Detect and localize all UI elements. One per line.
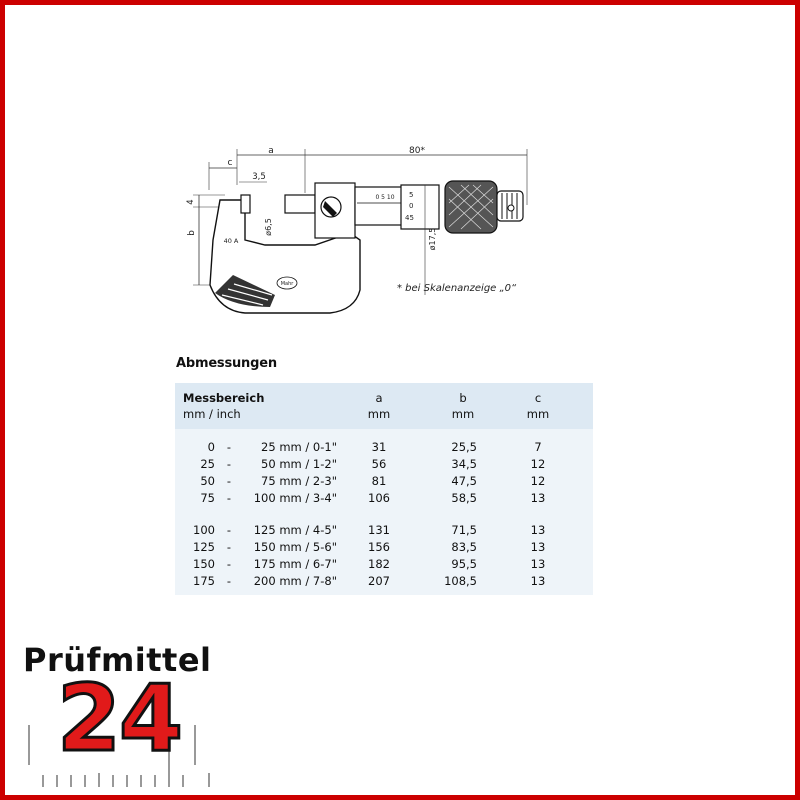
label-40a: 40 A [223, 237, 239, 245]
header-b: b [459, 391, 467, 405]
table-cell-b: 83,5 [451, 540, 477, 554]
table-cell-b: 47,5 [451, 474, 477, 488]
table-cell-a: 182 [368, 557, 390, 571]
spindle [285, 195, 315, 213]
table-cell-c: 13 [530, 491, 546, 505]
header-c: c [534, 391, 542, 405]
table-cell-dash: - [226, 557, 232, 571]
logo-number: 24 [57, 665, 182, 772]
table-cell-c: 13 [530, 574, 546, 588]
sleeve-numbers: 0 5 10 [375, 194, 395, 201]
label-3-5: 3,5 [252, 172, 266, 182]
table-cell-dash: - [226, 523, 232, 537]
table-cell-from: 150 [193, 557, 215, 571]
table-cell-b: 34,5 [451, 457, 477, 471]
table-cell-a: 131 [368, 523, 390, 537]
table-cell-c: 13 [530, 540, 546, 554]
label-mahr: Mahr [280, 281, 294, 287]
table-cell-c: 13 [530, 557, 546, 571]
table-cell-b: 108,5 [444, 574, 477, 588]
label-b: b [187, 230, 197, 236]
table-cell-c: 12 [530, 457, 546, 471]
table-cell-dash: - [226, 440, 232, 454]
table-cell-a: 81 [371, 474, 387, 488]
table-cell-to: 50 mm / 1-2" [261, 457, 337, 471]
table-cell-a: 56 [371, 457, 387, 471]
unit-c: mm [526, 407, 550, 421]
unit-a: mm [367, 407, 391, 421]
table-cell-c: 13 [530, 523, 546, 537]
table-cell-to: 175 mm / 6-7" [253, 557, 337, 571]
table-cell-to: 200 mm / 7-8" [253, 574, 337, 588]
table-cell-from: 25 [200, 457, 215, 471]
brand-text: Prüfmittel [23, 641, 212, 679]
label-80: 80* [409, 146, 425, 156]
header-range: Messbereich [183, 391, 265, 405]
scale-0: 0 [409, 202, 414, 210]
table-cell-from: 100 [193, 523, 215, 537]
label-4: 4 [186, 199, 196, 205]
footnote: * bei Skalenanzeige „0“ [397, 283, 517, 294]
scale-5: 5 [409, 191, 414, 199]
table-cell-c: 12 [530, 474, 546, 488]
table-cell-to: 125 mm / 4-5" [253, 523, 337, 537]
table-cell-b: 95,5 [451, 557, 477, 571]
table-cell-from: 175 [193, 574, 215, 588]
table-cell-c: 7 [534, 440, 542, 454]
label-17-5: ø17,5 [428, 227, 437, 251]
header-a: a [375, 391, 383, 405]
table-cell-dash: - [226, 491, 232, 505]
table-header [175, 383, 593, 429]
dimensions-table [175, 383, 593, 595]
table-cell-dash: - [226, 574, 232, 588]
table-cell-to: 100 mm / 3-4" [253, 491, 337, 505]
header-range-unit: mm / inch [183, 407, 241, 421]
table-cell-dash: - [226, 457, 232, 471]
unit-b: mm [451, 407, 475, 421]
table-cell-b: 71,5 [451, 523, 477, 537]
table-title: Abmessungen [176, 356, 277, 371]
table-cell-b: 25,5 [451, 440, 477, 454]
table-cell-a: 106 [368, 491, 390, 505]
label-6-5: ø6,5 [264, 218, 273, 236]
thimble [401, 185, 439, 229]
table-cell-a: 31 [371, 440, 387, 454]
table-cell-from: 0 [207, 440, 215, 454]
table-cell-dash: - [226, 540, 232, 554]
table-cell-to: 25 mm / 0-1" [261, 440, 337, 454]
label-a: a [268, 146, 274, 156]
table-cell-a: 207 [368, 574, 390, 588]
table-cell-from: 50 [200, 474, 215, 488]
table-cell-from: 75 [200, 491, 215, 505]
table-cell-to: 75 mm / 2-3" [261, 474, 337, 488]
table-cell-b: 58,5 [451, 491, 477, 505]
table-cell-to: 150 mm / 5-6" [253, 540, 337, 554]
table-cell-dash: - [226, 474, 232, 488]
scale-45: 45 [405, 214, 414, 222]
table-cell-from: 125 [193, 540, 215, 554]
table-cell-a: 156 [368, 540, 390, 554]
anvil [241, 195, 250, 213]
label-c: c [227, 158, 233, 168]
